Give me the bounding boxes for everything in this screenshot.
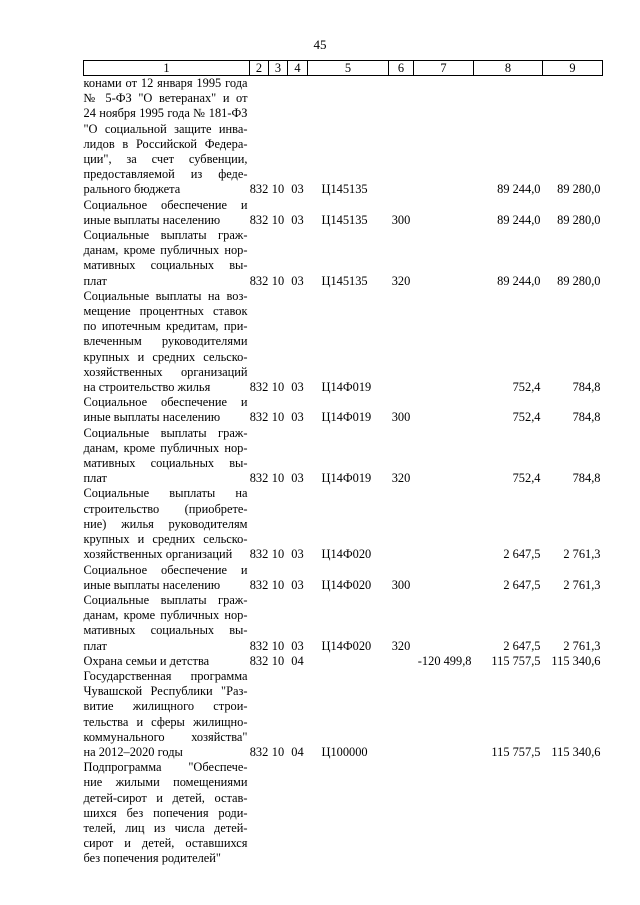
section-code xyxy=(269,760,288,866)
row-name-line: рального бюджета xyxy=(83,182,181,197)
row-name xyxy=(84,669,250,760)
expense-type-code xyxy=(389,486,414,562)
row-name-line: без попечения родителей" xyxy=(83,851,221,866)
row-name-line: влеченным руководителями xyxy=(83,334,248,349)
expense-type-code xyxy=(389,760,414,866)
target-article-code: Ц14Ф020 xyxy=(321,547,372,562)
row-name-line: ние жилыми помещениями xyxy=(83,775,248,790)
row-name-line: данам, кроме публичных нор- xyxy=(83,608,248,623)
row-name xyxy=(84,593,250,654)
table-row xyxy=(84,760,603,866)
amount-year-1: 752,4 xyxy=(512,471,541,486)
subsection-code: 03 xyxy=(291,471,304,486)
table-body xyxy=(84,76,603,867)
row-name-line: конами от 12 января 1995 года xyxy=(83,76,248,90)
rz-code: 832 xyxy=(249,744,269,759)
row-name-line: Государственная программа xyxy=(83,668,248,683)
row-name xyxy=(84,228,250,289)
amount-year-1: 2 647,5 xyxy=(503,547,541,562)
target-article-code xyxy=(308,654,389,669)
row-name-line: иные выплаты населению xyxy=(83,212,221,227)
subsection-code: 04 xyxy=(291,744,304,759)
column-header-3: 3 xyxy=(269,61,288,76)
header-row xyxy=(84,61,603,76)
table-row xyxy=(84,486,603,562)
table-row xyxy=(84,426,603,487)
section-code: 10 xyxy=(271,273,285,288)
row-name-line: телей, лиц из числа детей- xyxy=(83,820,248,835)
row-name-line: Социальное обеспечение и xyxy=(83,197,248,212)
section-code: 10 xyxy=(271,471,285,486)
row-name-line: Охрана семьи и детства xyxy=(83,653,210,668)
row-name-line: плат xyxy=(83,471,107,486)
rz-code: 832 xyxy=(249,273,269,288)
row-name-line: витие жилищного строи- xyxy=(83,699,248,714)
row-name-line: Социальные выплаты граж- xyxy=(83,592,248,607)
column-header-1: 1 xyxy=(84,61,250,76)
row-name-line: на строительство жилья xyxy=(83,380,211,395)
amount-year-2: 89 280,0 xyxy=(557,182,601,197)
amount-year-2 xyxy=(543,760,603,866)
table-row xyxy=(84,654,603,669)
amount-year-2: 784,8 xyxy=(572,380,601,395)
amount-change xyxy=(414,395,474,425)
row-name-line: крупных и средних сельско- xyxy=(83,532,248,547)
amount-year-2: 784,8 xyxy=(572,410,601,425)
amount-year-1: 752,4 xyxy=(512,410,541,425)
row-name xyxy=(84,395,250,425)
subsection-code: 03 xyxy=(291,380,304,395)
column-header-6: 6 xyxy=(389,61,414,76)
row-name-line: мещение процентных ставок xyxy=(83,304,248,319)
row-name-line: иные выплаты населению xyxy=(83,410,221,425)
subsection-code xyxy=(288,760,308,866)
column-header-4: 4 xyxy=(288,61,308,76)
expense-type-code: 300 xyxy=(391,212,411,227)
row-name-line: хозяйственных организаций xyxy=(83,364,248,379)
target-article-code: Ц14Ф019 xyxy=(321,410,372,425)
row-name-line: тельства и сферы жилищно- xyxy=(83,714,248,729)
table-row xyxy=(84,76,603,198)
amount-year-2: 784,8 xyxy=(572,471,601,486)
expense-type-code: 320 xyxy=(391,273,411,288)
table-row xyxy=(84,593,603,654)
expense-type-code xyxy=(389,654,414,669)
row-name-line: данам, кроме публичных нор- xyxy=(83,243,248,258)
row-name xyxy=(84,654,250,669)
section-code: 10 xyxy=(271,547,285,562)
amount-year-2: 115 340,6 xyxy=(551,653,601,668)
amount-change: -120 499,8 xyxy=(417,653,472,668)
rz-code: 832 xyxy=(249,577,269,592)
subsection-code: 03 xyxy=(291,273,304,288)
column-header-9: 9 xyxy=(543,61,603,76)
amount-change xyxy=(414,760,474,866)
target-article-code: Ц14Ф020 xyxy=(321,638,372,653)
amount-change xyxy=(414,486,474,562)
section-code: 10 xyxy=(271,380,285,395)
row-name-line: мативных социальных вы- xyxy=(83,258,248,273)
amount-year-2: 89 280,0 xyxy=(557,212,601,227)
row-name-line: ции", за счет субвенции, xyxy=(83,152,248,167)
amount-year-1: 115 757,5 xyxy=(491,744,541,759)
subsection-code: 04 xyxy=(291,653,304,668)
rz-code: 832 xyxy=(249,182,269,197)
amount-year-1: 89 244,0 xyxy=(497,212,541,227)
table-row xyxy=(84,563,603,593)
target-article-code: Ц100000 xyxy=(321,744,368,759)
amount-year-1: 2 647,5 xyxy=(503,638,541,653)
amount-change xyxy=(414,563,474,593)
amount-change xyxy=(414,593,474,654)
rz-code: 832 xyxy=(249,471,269,486)
section-code: 10 xyxy=(271,182,285,197)
table-row xyxy=(84,198,603,228)
amount-change xyxy=(414,669,474,760)
rz-code: 832 xyxy=(249,547,269,562)
row-name-line: № 5-ФЗ "О ветеранах" и от xyxy=(83,91,248,106)
section-code: 10 xyxy=(271,212,285,227)
row-name-line: детей-сирот и детей, остав- xyxy=(83,790,248,805)
section-code: 10 xyxy=(271,577,285,592)
row-name xyxy=(84,426,250,487)
target-article-code: Ц145135 xyxy=(321,273,368,288)
target-article-code: Ц145135 xyxy=(321,182,368,197)
row-name-line: "О социальной защите инва- xyxy=(83,121,248,136)
row-name xyxy=(84,76,250,198)
row-name-line: плат xyxy=(83,638,107,653)
row-name-line: Подпрограмма "Обеспече- xyxy=(83,760,248,775)
row-name-line: коммунального хозяйства" xyxy=(83,729,248,744)
row-name-line: Социальные выплаты на воз- xyxy=(83,288,248,303)
amount-year-2: 2 761,3 xyxy=(563,638,601,653)
row-name xyxy=(84,486,250,562)
row-name-line: хозяйственных организаций xyxy=(83,547,233,562)
target-article-code: Ц145135 xyxy=(321,212,368,227)
subsection-code: 03 xyxy=(291,547,304,562)
row-name-line: ние) жилья руководителям xyxy=(83,516,248,531)
rz-code: 832 xyxy=(249,212,269,227)
column-header-8: 8 xyxy=(474,61,543,76)
amount-year-1: 752,4 xyxy=(512,380,541,395)
target-article-code: Ц14Ф019 xyxy=(321,471,372,486)
table-row xyxy=(84,289,603,395)
expense-type-code xyxy=(389,289,414,395)
subsection-code: 03 xyxy=(291,638,304,653)
target-article-code: Ц14Ф020 xyxy=(321,577,372,592)
row-name-line: Чувашской Республики "Раз- xyxy=(83,684,248,699)
rz-code: 832 xyxy=(249,380,269,395)
row-name-line: лидов в Российской Федера- xyxy=(83,136,248,151)
amount-year-1: 2 647,5 xyxy=(503,577,541,592)
row-name-line: 24 ноября 1995 года № 181-ФЗ xyxy=(83,106,248,121)
amount-change xyxy=(414,228,474,289)
section-code: 10 xyxy=(271,410,285,425)
amount-change xyxy=(414,289,474,395)
row-name-line: предоставляемой из феде- xyxy=(83,167,248,182)
row-name xyxy=(84,198,250,228)
table-row xyxy=(84,669,603,760)
amount-change xyxy=(414,198,474,228)
subsection-code: 03 xyxy=(291,410,304,425)
row-name xyxy=(84,760,250,866)
row-name-line: Социальное обеспечение и xyxy=(83,395,248,410)
amount-year-1: 89 244,0 xyxy=(497,273,541,288)
subsection-code: 03 xyxy=(291,182,304,197)
budget-table xyxy=(83,60,603,867)
row-name-line: на 2012–2020 годы xyxy=(83,744,183,759)
rz-code xyxy=(250,760,269,866)
row-name-line: по ипотечным кредитам, при- xyxy=(83,319,248,334)
table-header xyxy=(84,61,603,76)
section-code: 10 xyxy=(271,744,285,759)
row-name-line: Социальные выплаты граж- xyxy=(83,425,248,440)
rz-code: 832 xyxy=(249,410,269,425)
expense-type-code: 320 xyxy=(391,471,411,486)
subsection-code: 03 xyxy=(291,577,304,592)
row-name xyxy=(84,563,250,593)
subsection-code: 03 xyxy=(291,212,304,227)
page-number: 45 xyxy=(313,37,327,52)
row-name-line: Социальное обеспечение и xyxy=(83,562,248,577)
amount-year-2: 115 340,6 xyxy=(551,744,601,759)
row-name-line: шихся без попечения роди- xyxy=(83,805,248,820)
column-header-2: 2 xyxy=(250,61,269,76)
row-name-line: мативных социальных вы- xyxy=(83,456,248,471)
amount-year-2: 2 761,3 xyxy=(563,547,601,562)
column-header-7: 7 xyxy=(414,61,474,76)
row-name-line: плат xyxy=(83,273,107,288)
expense-type-code: 300 xyxy=(391,410,411,425)
row-name-line: сирот и детей, оставшихся xyxy=(83,836,248,851)
section-code: 10 xyxy=(271,638,285,653)
rz-code: 832 xyxy=(249,638,269,653)
row-name-line: Социальные выплаты граж- xyxy=(83,228,248,243)
target-article-code: Ц14Ф019 xyxy=(321,380,372,395)
amount-year-2: 2 761,3 xyxy=(563,577,601,592)
expense-type-code xyxy=(389,669,414,760)
expense-type-code xyxy=(389,76,414,198)
amount-change xyxy=(414,426,474,487)
row-name-line: строительство (приобрете- xyxy=(83,501,248,516)
table-row xyxy=(84,228,603,289)
amount-change xyxy=(414,76,474,198)
target-article-code xyxy=(308,760,389,866)
amount-year-1 xyxy=(474,760,543,866)
amount-year-1: 115 757,5 xyxy=(491,653,541,668)
row-name-line: крупных и средних сельско- xyxy=(83,349,248,364)
expense-type-code: 300 xyxy=(391,577,411,592)
expense-type-code: 320 xyxy=(391,638,411,653)
section-code: 10 xyxy=(271,653,285,668)
rz-code: 832 xyxy=(249,653,269,668)
row-name-line: иные выплаты населению xyxy=(83,577,221,592)
table-row xyxy=(84,395,603,425)
row-name-line: Социальные выплаты на xyxy=(83,486,248,501)
row-name-line: данам, кроме публичных нор- xyxy=(83,440,248,455)
amount-year-1: 89 244,0 xyxy=(497,182,541,197)
row-name-line: мативных социальных вы- xyxy=(83,623,248,638)
column-header-5: 5 xyxy=(308,61,389,76)
row-name xyxy=(84,289,250,395)
amount-year-2: 89 280,0 xyxy=(557,273,601,288)
